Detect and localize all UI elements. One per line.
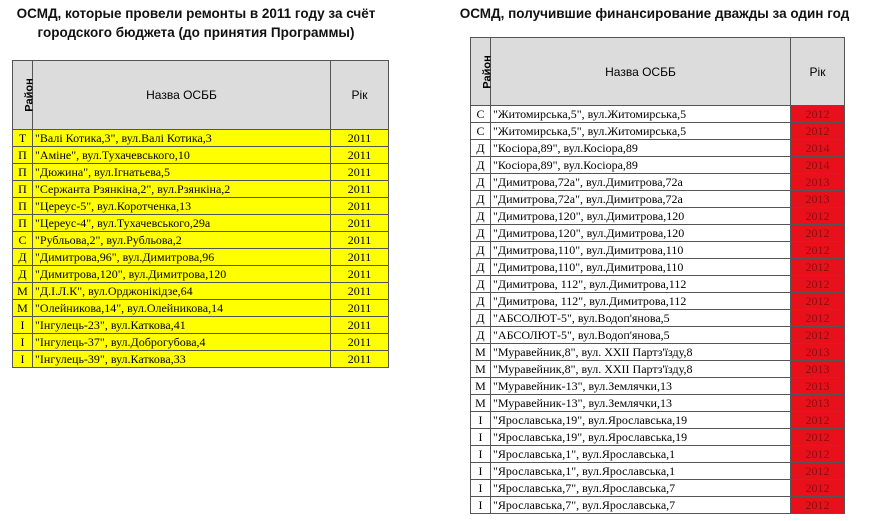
year-cell: 2012 [791, 293, 845, 310]
table-row [13, 249, 389, 266]
rayon-cell: П [13, 198, 33, 215]
rayon-cell: Д [471, 191, 491, 208]
table-row [13, 232, 389, 249]
name-cell: "Димитрова,120", вул.Димитрова,120 [491, 208, 791, 225]
table-row [13, 334, 389, 351]
rayon-cell: І [13, 351, 33, 368]
year-cell: 2012 [791, 463, 845, 480]
right-header-rayon: Район [471, 38, 491, 106]
rayon-cell: М [13, 300, 33, 317]
table-row [471, 174, 845, 191]
rayon-cell: Д [471, 310, 491, 327]
table-row [471, 361, 845, 378]
rayon-cell: Д [471, 225, 491, 242]
table-row [13, 164, 389, 181]
rayon-cell: П [13, 147, 33, 164]
left-table-body [13, 130, 389, 368]
year-cell: 2011 [331, 266, 389, 283]
name-cell: "Муравейник,8", вул. ХХІІ Партз'їзду,8 [491, 361, 791, 378]
year-cell: 2013 [791, 361, 845, 378]
year-cell: 2011 [331, 164, 389, 181]
table-row [471, 208, 845, 225]
rayon-cell: Д [471, 242, 491, 259]
name-cell: "Дюжина", вул.Ігнатьева,5 [33, 164, 331, 181]
table-row [471, 395, 845, 412]
left-table [12, 60, 389, 368]
name-cell: "Димитрова, 112", вул.Димитрова,112 [491, 276, 791, 293]
rayon-cell: Д [471, 293, 491, 310]
year-cell: 2011 [331, 215, 389, 232]
name-cell: "Ярославська,1", вул.Ярославська,1 [491, 446, 791, 463]
rayon-cell: І [471, 429, 491, 446]
rayon-cell: Т [13, 130, 33, 147]
table-row [471, 157, 845, 174]
year-cell: 2011 [331, 232, 389, 249]
table-row [471, 344, 845, 361]
table-row [471, 191, 845, 208]
table-row [13, 317, 389, 334]
rayon-cell: Д [471, 208, 491, 225]
name-cell: "Ярославська,1", вул.Ярославська,1 [491, 463, 791, 480]
year-cell: 2011 [331, 317, 389, 334]
year-cell: 2012 [791, 106, 845, 123]
year-cell: 2014 [791, 140, 845, 157]
left-table-title [0, 4, 392, 42]
year-cell: 2011 [331, 249, 389, 266]
rayon-cell: М [13, 283, 33, 300]
name-cell: "Муравейник-13", вул.Землячки,13 [491, 378, 791, 395]
name-cell: "Димитрова,120", вул.Димитрова,120 [33, 266, 331, 283]
year-cell: 2012 [791, 123, 845, 140]
name-cell: "Димитрова,110", вул.Димитрова,110 [491, 242, 791, 259]
year-cell: 2011 [331, 300, 389, 317]
table-row [471, 327, 845, 344]
name-cell: "Олейникова,14", вул.Олейникова,14 [33, 300, 331, 317]
right-table [470, 37, 845, 514]
year-cell: 2011 [331, 181, 389, 198]
name-cell: "Муравейник-13", вул.Землячки,13 [491, 395, 791, 412]
table-row [471, 412, 845, 429]
year-cell: 2011 [331, 198, 389, 215]
name-cell: "Муравейник,8", вул. ХХІІ Партз'їзду,8 [491, 344, 791, 361]
year-cell: 2011 [331, 130, 389, 147]
table-row [471, 293, 845, 310]
rayon-cell: Д [471, 174, 491, 191]
name-cell: "Цереус-5", вул.Коротченка,13 [33, 198, 331, 215]
year-cell: 2012 [791, 429, 845, 446]
name-cell: "Димитрова,110", вул.Димитрова,110 [491, 259, 791, 276]
rayon-cell: М [471, 344, 491, 361]
year-cell: 2011 [331, 334, 389, 351]
table-row [13, 283, 389, 300]
name-cell: "Косіора,89", вул.Косіора,89 [491, 157, 791, 174]
year-cell: 2012 [791, 327, 845, 344]
table-row [13, 215, 389, 232]
year-cell: 2012 [791, 446, 845, 463]
rayon-cell: Д [13, 249, 33, 266]
table-row [471, 429, 845, 446]
rayon-cell: П [13, 181, 33, 198]
year-cell: 2014 [791, 157, 845, 174]
name-cell: "Димитрова,96", вул.Димитрова,96 [33, 249, 331, 266]
table-row [471, 480, 845, 497]
rayon-cell: І [13, 317, 33, 334]
table-row [13, 300, 389, 317]
left-header-rayon: Район [13, 61, 33, 130]
table-row [13, 181, 389, 198]
name-cell: "Інгулець-23", вул.Каткова,41 [33, 317, 331, 334]
rayon-cell: Д [471, 140, 491, 157]
name-cell: "Інгулець-37", вул.Доброгубова,4 [33, 334, 331, 351]
table-row [13, 130, 389, 147]
name-cell: "Ярославська,19", вул.Ярославська,19 [491, 412, 791, 429]
left-header-name: Назва ОСББ [33, 61, 331, 130]
rayon-cell: Д [471, 327, 491, 344]
table-row [471, 259, 845, 276]
year-cell: 2012 [791, 242, 845, 259]
year-cell: 2012 [791, 276, 845, 293]
right-header-name: Назва ОСББ [491, 38, 791, 106]
right-header-year: Рік [791, 38, 845, 106]
left-table-header-row [13, 61, 389, 130]
name-cell: "Валі Котика,3", вул.Валі Котика,3 [33, 130, 331, 147]
year-cell: 2012 [791, 412, 845, 429]
name-cell: "Рубльова,2", вул.Рубльова,2 [33, 232, 331, 249]
table-row [471, 497, 845, 514]
year-cell: 2011 [331, 283, 389, 300]
table-row [471, 106, 845, 123]
rayon-cell: С [13, 232, 33, 249]
table-row [13, 198, 389, 215]
rayon-cell: І [471, 446, 491, 463]
table-row [471, 242, 845, 259]
name-cell: "АБСОЛЮТ-5", вул.Водоп'янова,5 [491, 310, 791, 327]
table-row [471, 225, 845, 242]
name-cell: "Ярославська,19", вул.Ярославська,19 [491, 429, 791, 446]
year-cell: 2013 [791, 191, 845, 208]
table-row [471, 276, 845, 293]
name-cell: "Д.І.Л.К", вул.Орджонікідзе,64 [33, 283, 331, 300]
name-cell: "Сержанта Рзянкіна,2", вул.Рзянкіна,2 [33, 181, 331, 198]
rayon-cell: І [13, 334, 33, 351]
rayon-cell: С [471, 123, 491, 140]
left-title-line-2: городского бюджета (до принятия Программы) [37, 25, 355, 40]
table-row [13, 266, 389, 283]
name-cell: "Димитрова,72а", вул.Димитрова,72а [491, 191, 791, 208]
table-row [13, 147, 389, 164]
rayon-cell: Д [471, 259, 491, 276]
year-cell: 2012 [791, 259, 845, 276]
name-cell: "Димитрова,120", вул.Димитрова,120 [491, 225, 791, 242]
year-cell: 2012 [791, 208, 845, 225]
rayon-cell: І [471, 412, 491, 429]
year-cell: 2011 [331, 351, 389, 368]
rayon-cell: М [471, 378, 491, 395]
name-cell: "Цереус-4", вул.Тухачевського,29а [33, 215, 331, 232]
table-row [471, 310, 845, 327]
table-row [471, 140, 845, 157]
rayon-cell: М [471, 395, 491, 412]
name-cell: "Аміне", вул.Тухачевського,10 [33, 147, 331, 164]
rayon-cell: Д [13, 266, 33, 283]
rayon-cell: П [13, 215, 33, 232]
name-cell: "Ярославська,7", вул.Ярославська,7 [491, 480, 791, 497]
year-cell: 2011 [331, 147, 389, 164]
right-table-body [471, 106, 845, 514]
year-cell: 2013 [791, 344, 845, 361]
year-cell: 2013 [791, 174, 845, 191]
rayon-cell: Д [471, 276, 491, 293]
table-row [13, 351, 389, 368]
table-row [471, 378, 845, 395]
name-cell: "АБСОЛЮТ-5", вул.Водоп'янова,5 [491, 327, 791, 344]
table-row [471, 446, 845, 463]
year-cell: 2012 [791, 497, 845, 514]
table-row [471, 123, 845, 140]
left-header-year: Рік [331, 61, 389, 130]
right-table-title: ОСМД, получившие финансирование дважды за один год [459, 6, 850, 21]
rayon-cell: І [471, 480, 491, 497]
rayon-cell: С [471, 106, 491, 123]
name-cell: "Ярославська,7", вул.Ярославська,7 [491, 497, 791, 514]
year-cell: 2012 [791, 225, 845, 242]
name-cell: "Житомирська,5", вул.Житомирська,5 [491, 123, 791, 140]
year-cell: 2013 [791, 395, 845, 412]
name-cell: "Житомирська,5", вул.Житомирська,5 [491, 106, 791, 123]
rayon-cell: М [471, 361, 491, 378]
rayon-cell: І [471, 497, 491, 514]
left-title-line-1: ОСМД, которые провели ремонты в 2011 году за счёт [16, 6, 376, 21]
name-cell: "Димитрова, 112", вул.Димитрова,112 [491, 293, 791, 310]
year-cell: 2013 [791, 378, 845, 395]
rayon-cell: І [471, 463, 491, 480]
year-cell: 2012 [791, 310, 845, 327]
rayon-cell: Д [471, 157, 491, 174]
year-cell: 2012 [791, 480, 845, 497]
name-cell: "Косіора,89", вул.Косіора,89 [491, 140, 791, 157]
rayon-cell: П [13, 164, 33, 181]
right-table-header-row [471, 38, 845, 106]
name-cell: "Інгулець-39", вул.Каткова,33 [33, 351, 331, 368]
table-row [471, 463, 845, 480]
name-cell: "Димитрова,72а", вул.Димитрова,72а [491, 174, 791, 191]
